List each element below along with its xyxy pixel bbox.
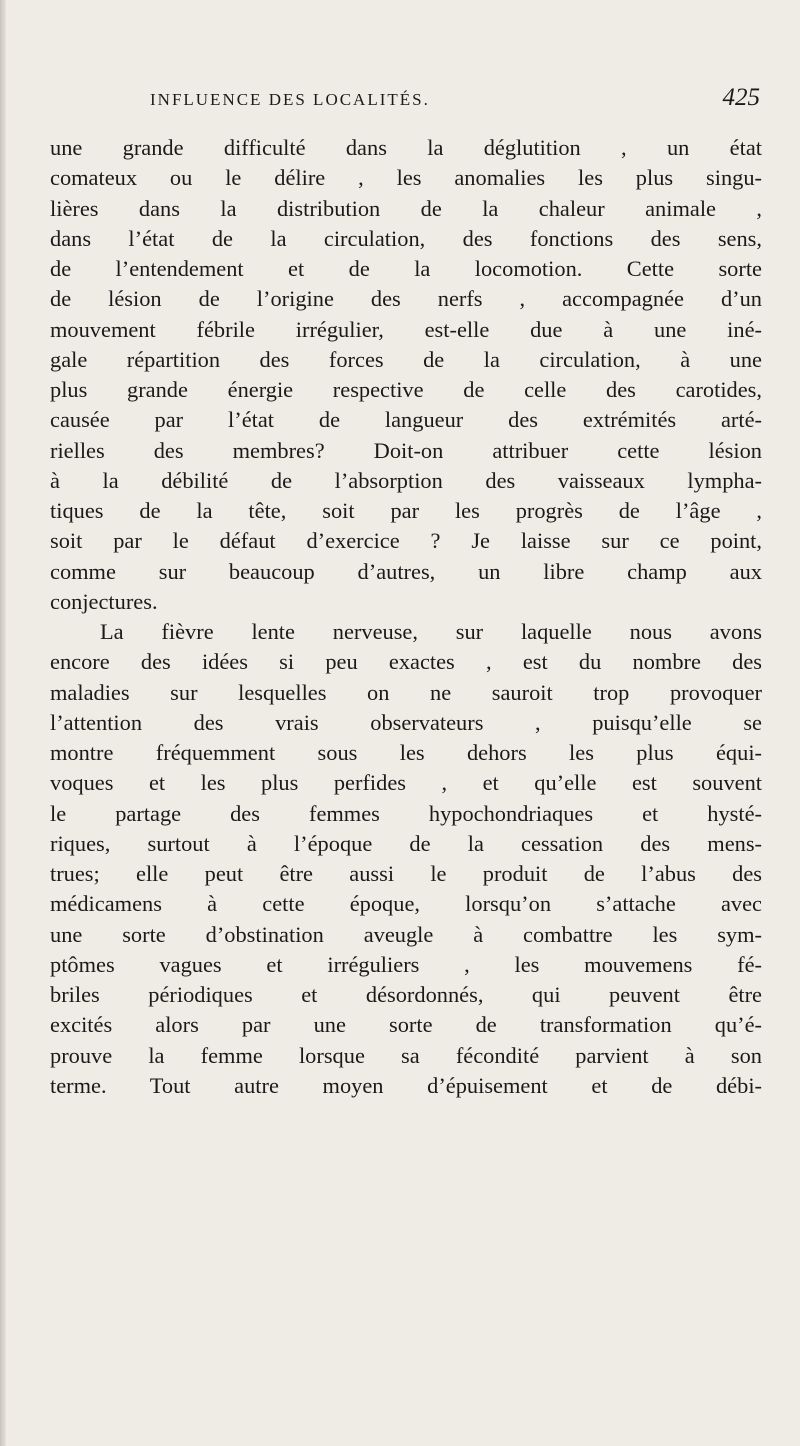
text-line: plus grande énergie respective de celle des carotides, [50,377,762,402]
text-line: riques, surtout à l’époque de la cessation des mens- [50,830,762,856]
text-line: médicamens à cette époque, lorsqu’on s’attache avec [50,891,762,917]
text-line: l’attention des vrais observateurs , puisqu’elle se [50,709,762,735]
text-line: trues; elle peut être aussi le produit de l’abus des [50,861,762,886]
text-line: gale répartition des forces de la circulation, à une [50,346,762,372]
text-line: maladies sur lesquelles on ne sauroit trop provoquer [50,679,762,705]
text-line: soit par le défaut d’exercice ? Je laisse sur ce point, [50,528,762,554]
text-line: mouvement fébrile irrégulier, est-elle due à une iné- [50,316,762,342]
text-line: le partage des femmes hypochondriaques et hysté- [50,800,762,826]
text-line: une sorte d’obstination aveugle à combattre les sym- [50,921,762,947]
page-header [150,84,770,120]
paragraph-end-line: conjectures. [50,588,158,614]
text-line: excités alors par une sorte de transformation qu’é- [50,1012,762,1038]
text-line: une grande difficulté dans la déglutition , un état [50,135,762,160]
text-line: lières dans la distribution de la chaleur animale , [50,195,762,221]
text-line: rielles des membres? Doit-on attribuer cette lésion [50,437,762,463]
text-line: briles périodiques et désordonnés, qui peuvent être [50,982,762,1007]
text-line: prouve la femme lorsque sa fécondité parvient à son [50,1042,762,1068]
text-line: comme sur beaucoup d’autres, un libre champ aux [50,558,762,584]
page-number: 425 [722,84,760,111]
text-line: ptômes vagues et irréguliers , les mouvemens fé- [50,951,762,977]
text-line: tiques de la tête, soit par les progrès de l’âge , [50,498,762,523]
text-line: de lésion de l’origine des nerfs , accompagnée d’un [50,286,762,312]
text-line: montre fréquemment sous les dehors les plus équi- [50,740,762,765]
running-head: INFLUENCE DES LOCALITÉS. [150,90,430,109]
text-line: dans l’état de la circulation, des fonctions des sens, [50,225,762,251]
text-line: terme. Tout autre moyen d’épuisement et de débi- [50,1072,762,1098]
text-line: causée par l’état de langueur des extrémités arté- [50,407,762,433]
text-line: encore des idées si peu exactes , est du nombre des [50,649,762,675]
paragraph-start-line: La fièvre lente nerveuse, sur laquelle nous avons [100,619,762,644]
text-line: voques et les plus perfides , et qu’elle est souvent [50,770,762,796]
text-line: de l’entendement et de la locomotion. Cette sorte [50,256,762,281]
text-line: à la débilité de l’absorption des vaisseaux lympha- [50,467,762,493]
text-line: comateux ou le délire , les anomalies les plus singu- [50,165,762,191]
body-text [50,133,762,1101]
